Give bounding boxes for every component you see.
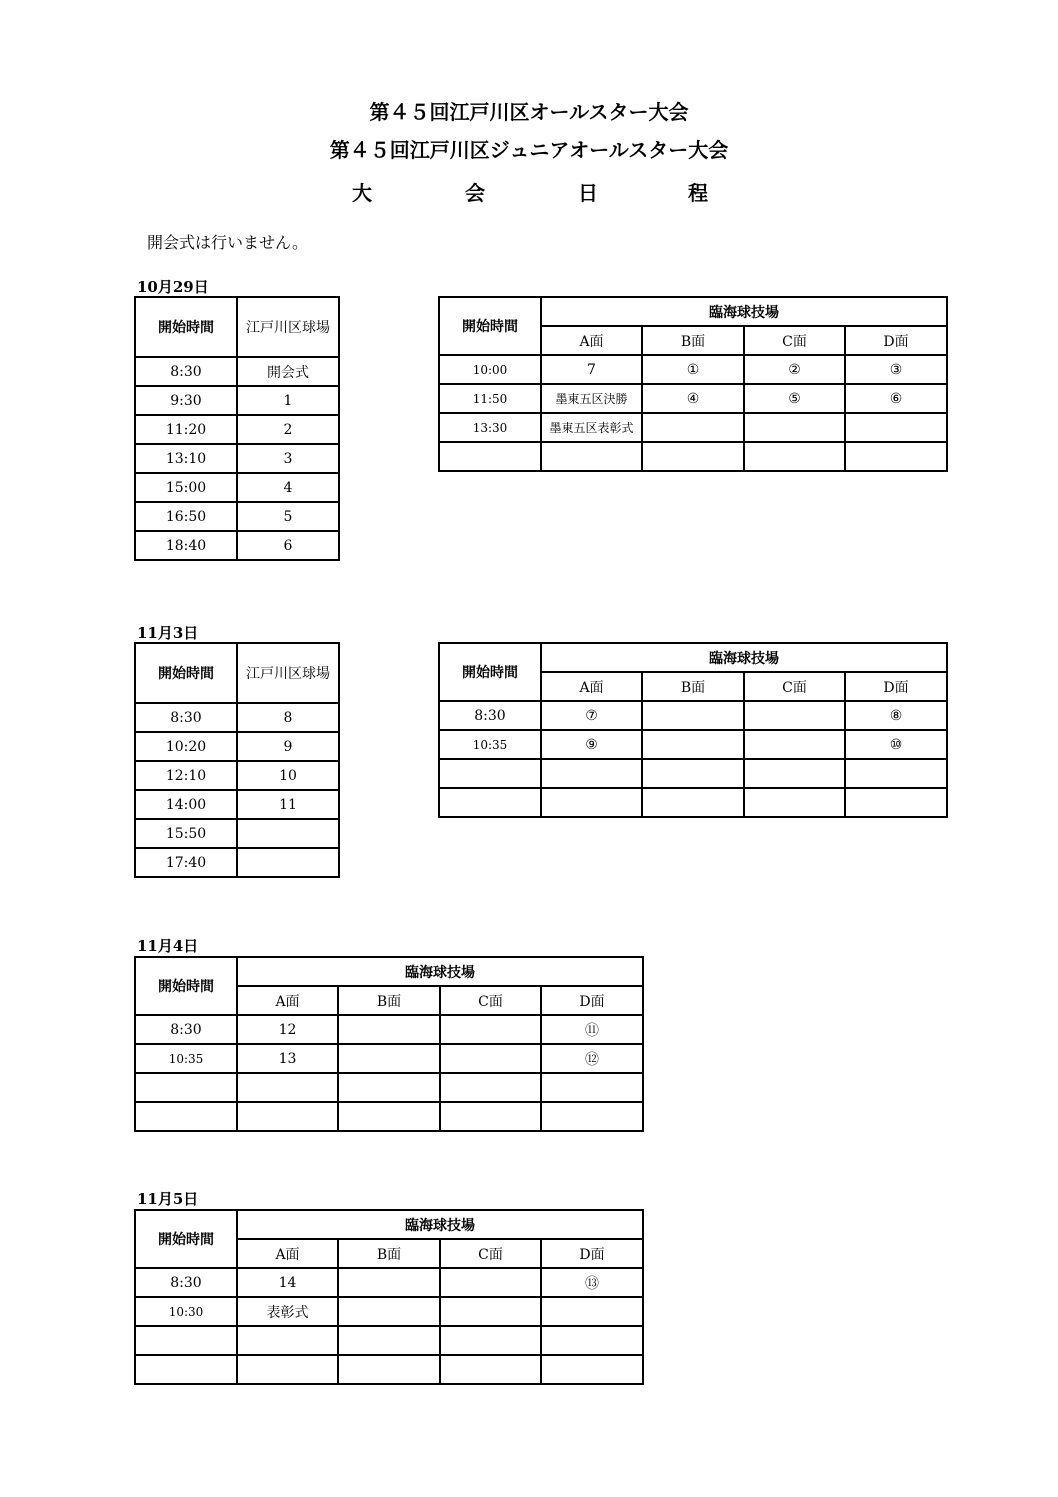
- game-cell: ⑧: [845, 701, 947, 730]
- start-time-cell: 14:00: [135, 790, 237, 819]
- game-cell: 6: [237, 531, 339, 560]
- start-time-cell: 10:30: [135, 1297, 237, 1326]
- game-cell: [541, 1355, 643, 1384]
- game-cell: [642, 701, 744, 730]
- table-row: [135, 386, 339, 415]
- game-cell: ⑥: [845, 384, 947, 413]
- game-cell: 7: [541, 355, 642, 384]
- game-cell: [237, 848, 339, 877]
- header-field: A面: [541, 672, 642, 701]
- start-time-cell: 13:10: [135, 444, 237, 473]
- game-cell: [845, 442, 947, 471]
- schedule-char-2: 会: [465, 181, 485, 205]
- table-row: [135, 790, 339, 819]
- start-time-cell: 11:50: [439, 384, 541, 413]
- game-cell: [440, 1044, 541, 1073]
- header-start-time: 開始時間: [135, 297, 237, 357]
- game-cell: 4: [237, 473, 339, 502]
- header-field: C面: [440, 1239, 541, 1268]
- header-field: B面: [338, 1239, 440, 1268]
- game-cell: [541, 1073, 643, 1102]
- table-row: [135, 732, 339, 761]
- schedule-char-3: 日: [578, 181, 598, 205]
- table-row: [135, 1355, 643, 1384]
- game-cell: [642, 788, 744, 817]
- header-field: A面: [237, 1239, 338, 1268]
- header-field: D面: [845, 672, 947, 701]
- game-cell: [642, 759, 744, 788]
- start-time-cell: [135, 1326, 237, 1355]
- start-time-cell: [135, 1073, 237, 1102]
- start-time-cell: 10:20: [135, 732, 237, 761]
- game-cell: [541, 1297, 643, 1326]
- game-cell: [642, 442, 744, 471]
- game-cell: [845, 788, 947, 817]
- date-label-nov5: 11月5日: [137, 1190, 199, 1208]
- schedule-char-1: 大: [352, 181, 372, 205]
- game-cell: [744, 413, 845, 442]
- game-cell: [440, 1297, 541, 1326]
- game-cell: [744, 759, 845, 788]
- game-cell: 14: [237, 1268, 338, 1297]
- game-cell: ⑨: [541, 730, 642, 759]
- game-cell: 1: [237, 386, 339, 415]
- game-cell: [237, 819, 339, 848]
- game-cell: 表彰式: [237, 1297, 338, 1326]
- game-cell: [338, 1297, 440, 1326]
- table-row: [135, 1073, 643, 1102]
- game-cell: [440, 1326, 541, 1355]
- header-start-time: 開始時間: [135, 957, 237, 1015]
- start-time-cell: 15:00: [135, 473, 237, 502]
- start-time-cell: 15:50: [135, 819, 237, 848]
- game-cell: ⑦: [541, 701, 642, 730]
- start-time-cell: 8:30: [135, 1268, 237, 1297]
- game-cell: ③: [845, 355, 947, 384]
- rinkai-schedule-table: [134, 1209, 644, 1385]
- start-time-cell: 12:10: [135, 761, 237, 790]
- title-line-1: 第４５回江戸川区オールスター大会: [369, 100, 689, 124]
- table-row: [135, 761, 339, 790]
- table-row: [439, 384, 947, 413]
- game-cell: [845, 413, 947, 442]
- game-cell: ②: [744, 355, 845, 384]
- date-label-oct29: 10月29日: [137, 278, 209, 296]
- table-row: [439, 355, 947, 384]
- table-row: [135, 531, 339, 560]
- ceremony-note: 開会式は行いません。: [147, 233, 308, 252]
- header-start-time: 開始時間: [135, 1210, 237, 1268]
- game-cell: [338, 1102, 440, 1131]
- header-venue-rinkai: 臨海球技場: [541, 297, 947, 326]
- header-field: B面: [642, 672, 744, 701]
- header-field: B面: [338, 986, 440, 1015]
- table-row: [439, 730, 947, 759]
- table-row: [135, 1102, 643, 1131]
- table-row: [439, 788, 947, 817]
- game-cell: [237, 1073, 338, 1102]
- game-cell: 10: [237, 761, 339, 790]
- header-venue-rinkai: 臨海球技場: [237, 1210, 643, 1239]
- game-cell: [744, 442, 845, 471]
- game-cell: ⑬: [541, 1268, 643, 1297]
- game-cell: ⑪: [541, 1015, 643, 1044]
- start-time-cell: 9:30: [135, 386, 237, 415]
- game-cell: 11: [237, 790, 339, 819]
- game-cell: [541, 442, 642, 471]
- table-row: [439, 413, 947, 442]
- schedule-char-4: 程: [688, 181, 708, 205]
- table-row: [135, 357, 339, 386]
- game-cell: ④: [642, 384, 744, 413]
- start-time-cell: 13:30: [439, 413, 541, 442]
- header-field: D面: [541, 986, 643, 1015]
- game-cell: [541, 788, 642, 817]
- game-cell: ①: [642, 355, 744, 384]
- start-time-cell: [439, 442, 541, 471]
- start-time-cell: [135, 1355, 237, 1384]
- table-row: [439, 701, 947, 730]
- header-field: B面: [642, 326, 744, 355]
- game-cell: 13: [237, 1044, 338, 1073]
- header-field: D面: [541, 1239, 643, 1268]
- table-row: [135, 502, 339, 531]
- game-cell: [642, 730, 744, 759]
- game-cell: [237, 1326, 338, 1355]
- header-venue-rinkai: 臨海球技場: [237, 957, 643, 986]
- game-cell: [744, 701, 845, 730]
- game-cell: 5: [237, 502, 339, 531]
- header-field: A面: [541, 326, 642, 355]
- start-time-cell: 10:35: [135, 1044, 237, 1073]
- game-cell: [237, 1102, 338, 1131]
- header-start-time: 開始時間: [439, 297, 541, 355]
- table-row: [135, 848, 339, 877]
- table-row: [135, 1326, 643, 1355]
- game-cell: [237, 1355, 338, 1384]
- header-field: A面: [237, 986, 338, 1015]
- game-cell: 2: [237, 415, 339, 444]
- game-cell: [338, 1268, 440, 1297]
- start-time-cell: 17:40: [135, 848, 237, 877]
- game-cell: [642, 413, 744, 442]
- game-cell: 開会式: [237, 357, 339, 386]
- header-field: C面: [440, 986, 541, 1015]
- game-cell: [440, 1073, 541, 1102]
- game-cell: [541, 759, 642, 788]
- table-row: [135, 1015, 643, 1044]
- start-time-cell: [439, 788, 541, 817]
- table-row: [135, 1044, 643, 1073]
- game-cell: ⑤: [744, 384, 845, 413]
- game-cell: [338, 1015, 440, 1044]
- game-cell: [744, 788, 845, 817]
- game-cell: [744, 730, 845, 759]
- start-time-cell: 11:20: [135, 415, 237, 444]
- header-field: C面: [744, 672, 845, 701]
- table-row: [135, 703, 339, 732]
- table-row: [439, 442, 947, 471]
- game-cell: 8: [237, 703, 339, 732]
- game-cell: 12: [237, 1015, 338, 1044]
- game-cell: 9: [237, 732, 339, 761]
- header-start-time: 開始時間: [135, 643, 237, 703]
- date-label-nov4: 11月4日: [137, 937, 199, 955]
- table-row: [135, 1297, 643, 1326]
- game-cell: [440, 1102, 541, 1131]
- rinkai-schedule-table: [438, 296, 948, 472]
- start-time-cell: 8:30: [439, 701, 541, 730]
- game-cell: 墨東五区決勝: [541, 384, 642, 413]
- rinkai-schedule-table: [438, 642, 948, 818]
- header-field: D面: [845, 326, 947, 355]
- game-cell: [440, 1355, 541, 1384]
- header-venue-rinkai: 臨海球技場: [541, 643, 947, 672]
- game-cell: [338, 1355, 440, 1384]
- start-time-cell: 8:30: [135, 703, 237, 732]
- game-cell: ⑩: [845, 730, 947, 759]
- table-row: [135, 819, 339, 848]
- game-cell: [541, 1326, 643, 1355]
- title-line-2: 第４５回江戸川区ジュニアオールスター大会: [329, 138, 729, 162]
- table-row: [135, 444, 339, 473]
- game-cell: [338, 1326, 440, 1355]
- header-field: C面: [744, 326, 845, 355]
- table-row: [135, 1268, 643, 1297]
- game-cell: ⑫: [541, 1044, 643, 1073]
- game-cell: [845, 759, 947, 788]
- table-row: [135, 415, 339, 444]
- game-cell: [440, 1015, 541, 1044]
- game-cell: [338, 1073, 440, 1102]
- start-time-cell: 10:35: [439, 730, 541, 759]
- rinkai-schedule-table: [134, 956, 644, 1132]
- game-cell: 墨東五区表彰式: [541, 413, 642, 442]
- header-venue-edogawa: 江戸川区球場: [237, 643, 339, 703]
- date-label-nov3: 11月3日: [137, 624, 199, 642]
- start-time-cell: [135, 1102, 237, 1131]
- header-start-time: 開始時間: [439, 643, 541, 701]
- game-cell: 3: [237, 444, 339, 473]
- edogawa-schedule-table: [134, 642, 340, 878]
- start-time-cell: 18:40: [135, 531, 237, 560]
- start-time-cell: [439, 759, 541, 788]
- game-cell: [440, 1268, 541, 1297]
- start-time-cell: 10:00: [439, 355, 541, 384]
- start-time-cell: 16:50: [135, 502, 237, 531]
- table-row: [135, 473, 339, 502]
- game-cell: [338, 1044, 440, 1073]
- header-venue-edogawa: 江戸川区球場: [237, 297, 339, 357]
- game-cell: [541, 1102, 643, 1131]
- start-time-cell: 8:30: [135, 357, 237, 386]
- start-time-cell: 8:30: [135, 1015, 237, 1044]
- table-row: [439, 759, 947, 788]
- edogawa-schedule-table: [134, 296, 340, 561]
